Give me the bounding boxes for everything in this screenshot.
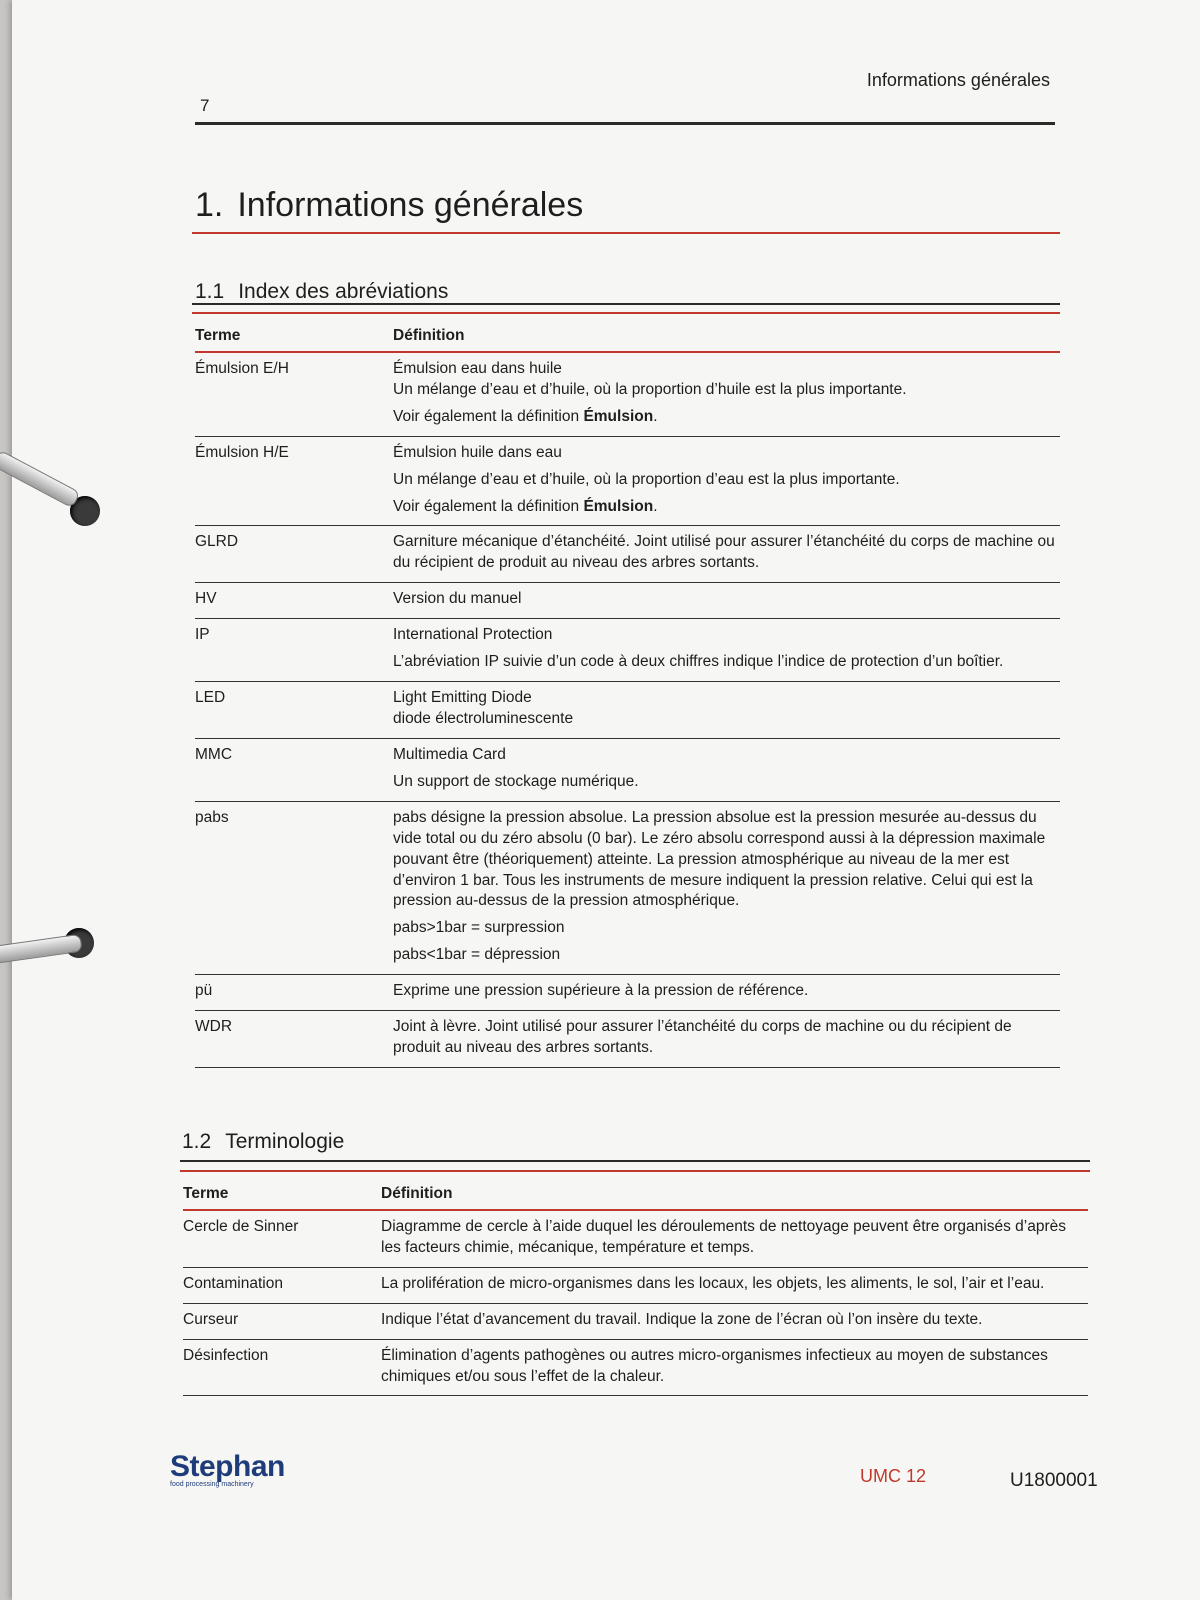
section-number: 1.2 [182,1130,212,1153]
definition-paragraph: Joint à lèvre. Joint utilisé pour assurer l’étanchéité du corps de machine ou du récipient de produit au niveau des arbres sortants. [393,1018,1012,1057]
table-header-row [195,320,1060,352]
table-row [195,352,1060,436]
definition-paragraph: Diagramme de cercle à l’aide duquel les déroulements de nettoyage peuvent être organisés d’après les facteurs chimie, mécanique, température et temps. [381,1217,1066,1256]
section-title: Terminologie [225,1130,345,1153]
definition-paragraph: Version du manuel [393,590,522,608]
definition-cell [393,1011,1060,1068]
definition-paragraph: Indique l’état d’avancement du travail. Indique la zone de l’écran où l’on insère du texte. [381,1310,983,1328]
definition-paragraph: Voir également la définition Émulsion. [393,497,658,515]
definition-paragraph: International Protection [393,626,553,644]
chapter-heading [195,186,583,225]
logo-tagline: food processing machinery [170,1481,254,1488]
definition-paragraph: Un support de stockage numérique. [393,772,639,790]
column-header-definition: Définition [381,1178,1088,1210]
definition-paragraph: L’abréviation IP suivie d’un code à deux chiffres indique l’indice de protection d’un boîtier. [393,653,1004,671]
section-number: 1.1 [195,280,225,303]
page-number: 7 [200,96,210,115]
definition-cell [381,1267,1088,1303]
definition-cell [381,1210,1088,1267]
term-cell: pabs [195,801,393,974]
term-cell: MMC [195,738,393,801]
terminology-table [183,1178,1088,1396]
definition-paragraph: Émulsion eau dans huile Un mélange d’eau et d’huile, où la proportion d’huile est la plus importante. [393,359,907,398]
term-cell: GLRD [195,526,393,583]
definition-paragraph: Émulsion huile dans eau [393,443,562,461]
term-cell: LED [195,682,393,739]
section-rule [192,303,1060,305]
definition-cell [393,526,1060,583]
definition-cell [393,619,1060,682]
table-row [195,436,1060,526]
definition-cell [393,352,1060,436]
term-cell: pü [195,975,393,1011]
term-cell: Curseur [183,1303,381,1339]
header-rule [195,122,1055,125]
term-cell: Émulsion H/E [195,436,393,526]
term-cell: HV [195,583,393,619]
column-header-definition: Définition [393,320,1060,352]
table-row [195,583,1060,619]
table-row [195,619,1060,682]
term-cell: Désinfection [183,1339,381,1396]
stephan-logo [170,1450,285,1488]
section-heading [195,280,448,304]
definition-paragraph: Multimedia Card [393,745,506,763]
section-rule [180,1160,1090,1162]
section-underline [192,312,1060,314]
table-row [195,526,1060,583]
definition-paragraph: Voir également la définition Émulsion. [393,407,658,425]
definition-cell [393,738,1060,801]
column-header-term: Terme [195,320,393,352]
chapter-title: Informations générales [237,186,584,224]
section-heading [182,1130,344,1154]
definition-paragraph: pabs désigne la pression absolue. La pression absolue est la pression mesurée au-dessus du vide total ou du zéro absolu (0 bar). Le zéro absolu correspond aussi à la dépression maximale pouvant être (théoriquement) atteinte. La pression atmosphérique au niveau de la mer est d’environ 1 bar. Tous les instruments de mesure indiquent la pression relative. Celui qui est la pression au-dessus de la pression atmosphérique. [393,808,1046,910]
definition-cell [393,975,1060,1011]
table-row [195,738,1060,801]
term-cell: WDR [195,1011,393,1068]
definition-paragraph: Garniture mécanique d’étanchéité. Joint utilisé pour assurer l’étanchéité du corps de machine ou du récipient de produit au niveau des arbres sortants. [393,533,1055,572]
definition-paragraph: Exprime une pression supérieure à la pression de référence. [393,982,809,1000]
definition-cell [393,682,1060,739]
footer-model: UMC 12 [860,1466,927,1486]
definition-cell [381,1303,1088,1339]
definition-paragraph: Élimination d’agents pathogènes ou autres micro-organismes infectieux au moyen de substances chimiques et/ou sous l’effet de la chaleur. [381,1346,1048,1385]
abbreviations-table [195,320,1060,1068]
table-row [183,1303,1088,1339]
term-cell: Cercle de Sinner [183,1210,381,1267]
footer-document-number: U1800001 [1010,1470,1098,1491]
definition-paragraph: Un mélange d’eau et d’huile, où la proportion d’eau est la plus importante. [393,470,900,488]
table-row [183,1267,1088,1303]
table-row [195,801,1060,974]
term-cell: Émulsion E/H [195,352,393,436]
chapter-number: 1. [195,186,224,224]
definition-cell [393,436,1060,526]
definition-paragraph: La prolifération de micro-organismes dans les locaux, les objets, les aliments, le sol, l’air et l’eau. [381,1274,1045,1292]
definition-paragraph: pabs<1bar = dépression [393,946,561,964]
table-header-row [183,1178,1088,1210]
logo-wordmark: Stephan [170,1450,285,1483]
chapter-underline [192,232,1060,234]
table-row [183,1210,1088,1267]
term-cell: IP [195,619,393,682]
section-title: Index des abréviations [238,280,449,303]
definition-cell [393,583,1060,619]
table-row [195,1011,1060,1068]
definition-paragraph: Light Emitting Diode diode électroluminescente [393,689,574,727]
table-row [195,975,1060,1011]
term-cell: Contamination [183,1267,381,1303]
definition-paragraph: pabs>1bar = surpression [393,919,565,937]
table-row [183,1339,1088,1396]
section-underline [180,1170,1090,1172]
column-header-term: Terme [183,1178,381,1210]
running-header-title: Informations générales [866,70,1050,90]
table-row [195,682,1060,739]
definition-cell [381,1339,1088,1396]
definition-cell [393,801,1060,974]
